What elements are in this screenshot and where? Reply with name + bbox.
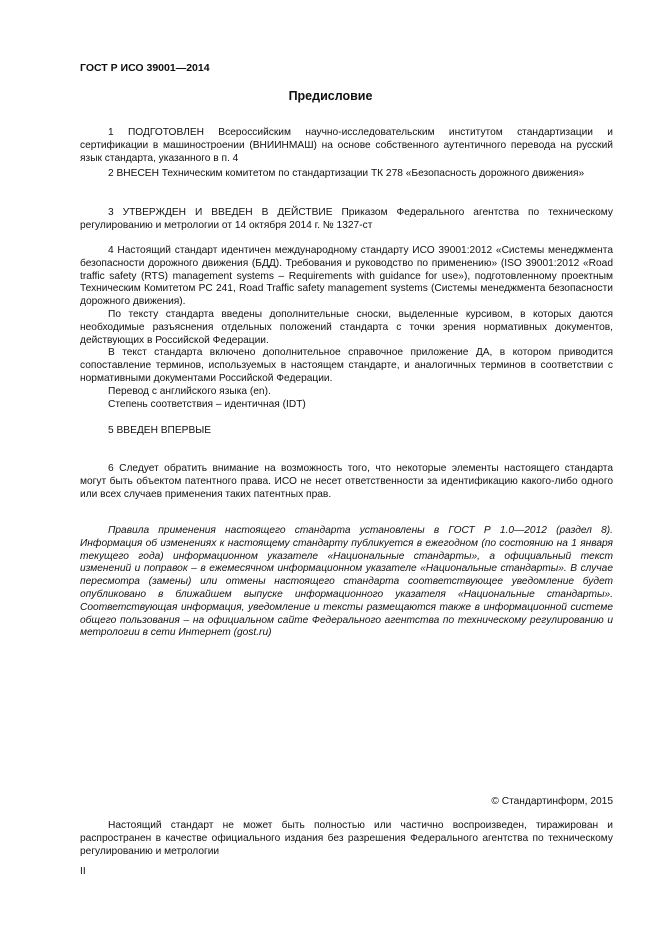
document-code: ГОСТ Р ИСО 39001—2014 — [80, 62, 210, 74]
paragraph-4: 4 Настоящий стандарт идентичен международному стандарту ИСО 39001:2012 «Системы менеджмента безопасности дорожного движения (БДД). Требования и руководство по применению» (ISO 39001:2012 «Road traffic safety (RTS) management systems – Requirements with guidance for use»), подготовленному проектным Техническим Комитетом PC 241, Road Traffic safety management systems (Системы менеджмента безопасности дорожного движения). — [80, 245, 613, 308]
paragraph-5: 5 ВВЕДЕН ВПЕРВЫЕ — [108, 425, 212, 436]
page-title: Предисловие — [288, 89, 373, 103]
paragraph-4-conformity: Степень соответствия – идентичная (IDT) — [108, 398, 306, 410]
paragraph-1: 1 ПОДГОТОВЛЕН Всероссийским научно-исследовательским институтом стандартизации и сертификации в машиностроении (ВНИИНМАШ) на основе собственного аутентичного перевода на русский язык стандарта, указанного в п. 4 — [80, 127, 613, 164]
paragraph-4-annex: В текст стандарта включено дополнительное справочное приложение ДА, в котором приводится сопоставление терминов, используемых в настоящем стандарте, и аналогичных терминов в соответствии с нормативными документами Российской Федерации. — [80, 347, 613, 384]
reproduction-paragraph: Настоящий стандарт не может быть полностью или частично воспроизведен, тиражирован и распространен в качестве официального издания без разрешения Федерального агентства по техническому регулированию и метрологии — [80, 820, 613, 857]
paragraph-6: 6 Следует обратить внимание на возможность того, что некоторые элементы настоящего стандарта могут быть объектом патентного права. ИСО не несет ответственности за идентификацию какого-либо одного или всех случаев применения таких патентных прав. — [80, 463, 613, 500]
section-6 — [80, 463, 613, 501]
paragraph-4-footnotes: По тексту стандарта введены дополнительные сноски, выделенные курсивом, в которых даются необходимые разъяснения отдельных положений стандарта с точки зрения нормативных документов, действующих в Российской Федерации. — [80, 308, 613, 346]
section-5 — [80, 425, 613, 438]
reproduction-notice — [80, 820, 613, 858]
paragraph-2: 2 ВНЕСЕН Техническим комитетом по стандартизации ТК 278 «Безопасность дорожного движения» — [108, 168, 585, 179]
section-1 — [80, 127, 613, 165]
paragraph-4-translation: Перевод с английского языка (en). — [108, 385, 271, 397]
section-2 — [80, 168, 613, 181]
section-3 — [80, 207, 613, 233]
page-number: II — [80, 866, 86, 877]
rules-paragraph: Правила применения настоящего стандарта установлены в ГОСТ Р 1.0—2012 (раздел 8). Информация об изменениях к настоящему стандарту публикуется в ежегодном (по состоянию на 1 января текущего года) информационном указателе «Национальные стандарты», а официальный текст изменений и поправок – в ежемесячном информационном указателе «Национальные стандарты». В случае пересмотра (замены) или отмены настоящего стандарта соответствующее уведомление будет опубликовано в ближайшем выпуске информационного указателя «Национальные стандарты». Соответствующая информация, уведомление и тексты размещаются также в информационной системе общего пользования – на официальном сайте Федерального агентства по техническому регулированию и метрологии в сети Интернет (gost.ru) — [80, 525, 613, 639]
section-4 — [80, 245, 613, 411]
paragraph-3: 3 УТВЕРЖДЕН И ВВЕДЕН В ДЕЙСТВИЕ Приказом Федерального агентства по техническому регулированию и метрологии от 14 октября 2014 г. № 1327-ст — [80, 207, 613, 231]
rules-notice — [80, 525, 613, 640]
copyright: © Стандартинформ, 2015 — [491, 796, 613, 807]
